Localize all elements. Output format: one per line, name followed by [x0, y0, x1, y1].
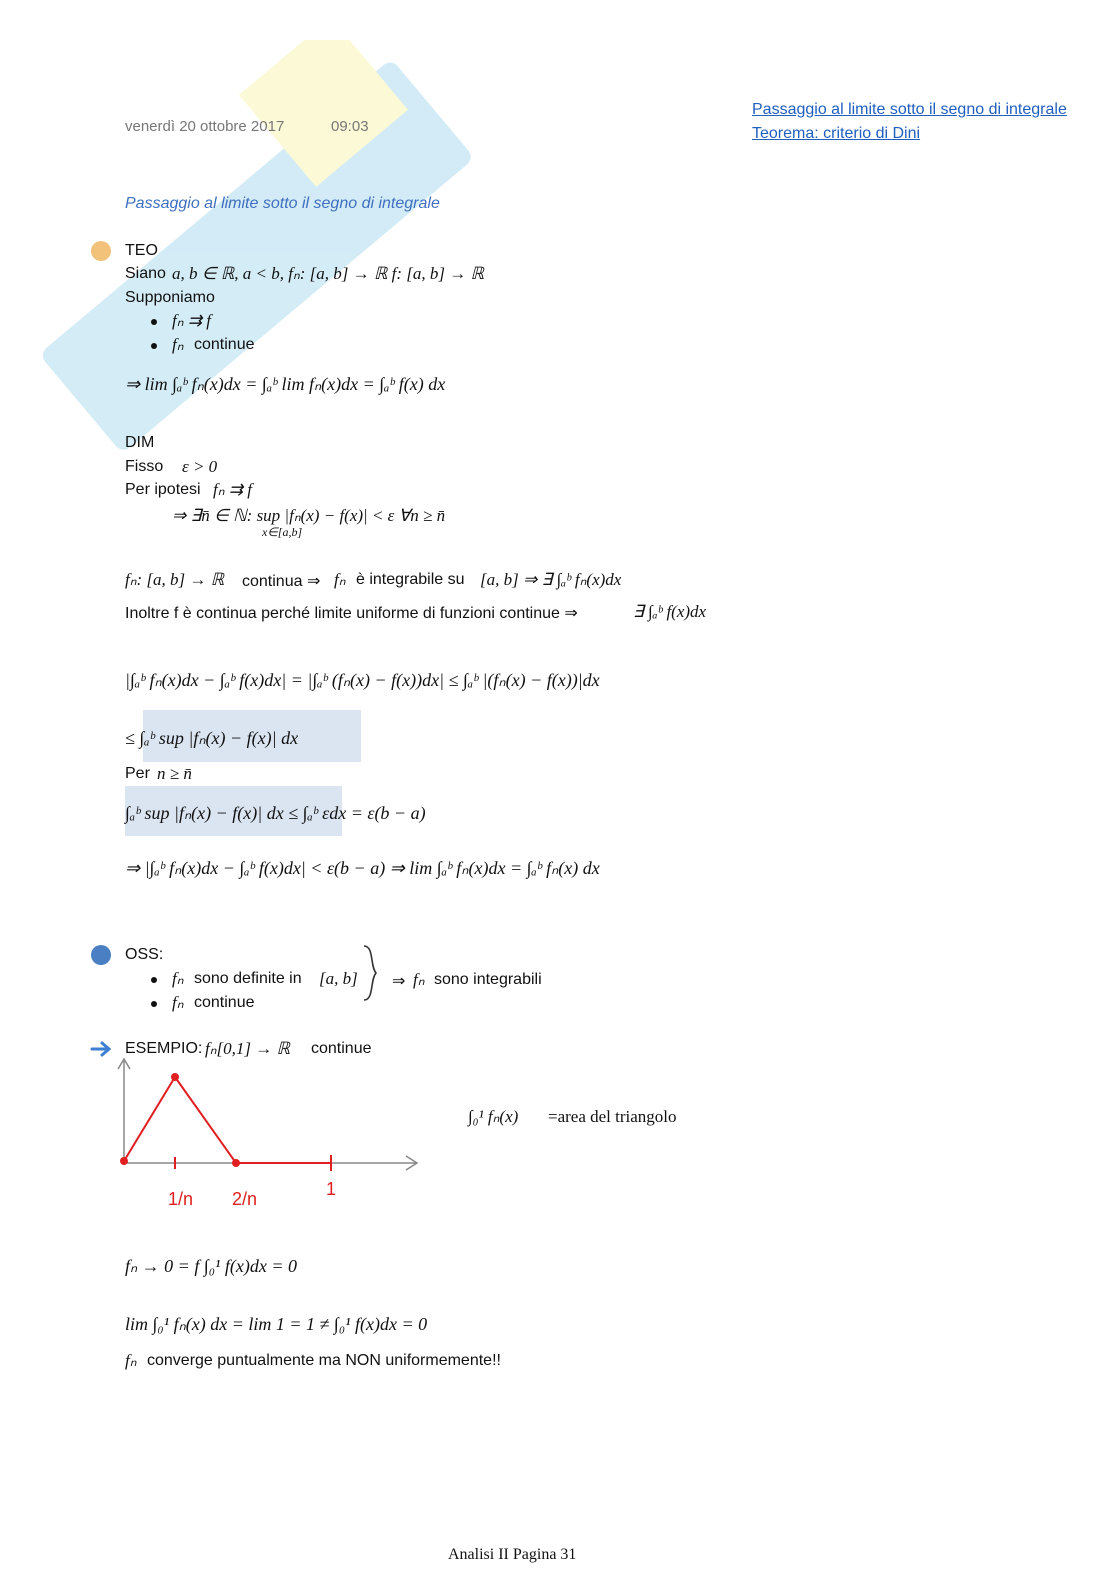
- dim-fisso: Fisso: [125, 458, 164, 475]
- teo-hyp-prefix: Siano: [125, 265, 166, 282]
- teo-marker: [91, 241, 111, 261]
- oss-b1-math2: [a, b]: [319, 969, 358, 988]
- esempio-label: ESEMPIO:: [125, 1040, 203, 1057]
- dim-sup-sub: x∈[a,b]: [262, 525, 303, 539]
- bullet: [151, 319, 157, 325]
- dim-cont-d: è integrabile su: [356, 571, 465, 588]
- dim-cont-b: continua ⇒: [242, 573, 321, 590]
- note-date: venerdì 20 ottobre 2017: [125, 118, 285, 135]
- oss-b2-text: continue: [194, 994, 255, 1011]
- dim-cont-c: fₙ: [334, 570, 346, 589]
- oss-b2-math: fₙ: [172, 993, 184, 1012]
- dim-per-n-math: n ≥ n̄: [157, 764, 192, 783]
- watermark-logo: [20, 40, 500, 480]
- dim-ineq-4: ⇒ |∫ₐᵇ fₙ(x)dx − ∫ₐᵇ f(x)dx| < ε(b − a) ⇒ lim ∫ₐᵇ fₙ(x)dx = ∫ₐᵇ fₙ(x) dx: [125, 858, 600, 878]
- esempio-text: continue: [311, 1040, 372, 1057]
- oss-result-arrow: ⇒: [392, 973, 406, 990]
- esempio-line-3-text: converge puntualmente ma NON uniformemente!!: [147, 1352, 501, 1369]
- dim-ineq-3: ∫ₐᵇ sup |fₙ(x) − f(x)| dx ≤ ∫ₐᵇ εdx = ε(b − a): [125, 803, 426, 823]
- graph-point: [120, 1157, 128, 1165]
- oss-result-text: sono integrabili: [434, 971, 542, 988]
- area-math: ∫₀¹ fₙ(x): [468, 1107, 519, 1126]
- teo-hyp-continue-text: continue: [194, 336, 255, 353]
- toc-link-dini[interactable]: Teorema: criterio di Dini: [752, 125, 921, 142]
- teo-hyp-math: a, b ∈ ℝ, a < b, fₙ: [a, b] → ℝ f: [a, b] → ℝ: [172, 264, 484, 283]
- teo-label: TEO: [125, 242, 158, 259]
- esempio-math: fₙ[0,1] → ℝ: [205, 1039, 290, 1058]
- bullet: [151, 977, 157, 983]
- tick-label-1: 1: [326, 1179, 337, 1199]
- dim-inoltre: Inoltre f è continua perché limite uniforme di funzioni continue ⇒: [125, 605, 578, 622]
- fn-graph-line: [124, 1077, 331, 1163]
- oss-b1-text: sono definite in: [194, 970, 302, 987]
- tick-label-1-over-n: 1/n: [168, 1189, 194, 1209]
- graph-point: [232, 1159, 240, 1167]
- page-footer: Analisi II Pagina 31: [448, 1546, 577, 1563]
- esempio-line-2: lim ∫₀¹ fₙ(x) dx = lim 1 = 1 ≠ ∫₀¹ f(x)dx = 0: [125, 1314, 428, 1334]
- oss-marker: [91, 945, 111, 965]
- esempio-line-3-math: fₙ: [125, 1351, 137, 1370]
- bullet: [151, 1001, 157, 1007]
- teo-supponiamo: Supponiamo: [125, 289, 215, 306]
- dim-cont-e: [a, b] ⇒ ∃ ∫ₐᵇ fₙ(x)dx: [480, 570, 622, 589]
- teo-thesis: ⇒ lim ∫ₐᵇ fₙ(x)dx = ∫ₐᵇ lim fₙ(x)dx = ∫ₐᵇ f(x) dx: [125, 374, 446, 394]
- dim-inoltre-math: ∃ ∫ₐᵇ f(x)dx: [633, 602, 707, 621]
- dim-fisso-math: ε > 0: [182, 457, 218, 476]
- dim-per-ipotesi-math: fₙ ⇉ f: [213, 480, 252, 499]
- oss-result-math: fₙ: [413, 970, 425, 989]
- dim-cont-a: fₙ: [a, b] → ℝ: [125, 570, 225, 589]
- teo-hyp-uniform: fₙ ⇉ f: [172, 311, 211, 330]
- section-title: Passaggio al limite sotto il segno di integrale: [125, 195, 440, 212]
- dim-label: DIM: [125, 434, 155, 451]
- toc-link-passaggio[interactable]: Passaggio al limite sotto il segno di integrale: [752, 101, 1067, 118]
- graph-point: [171, 1073, 179, 1081]
- teo-hyp-continue-math: fₙ: [172, 335, 184, 354]
- dim-exists: ⇒ ∃n̄ ∈ ℕ: sup |fₙ(x) − f(x)| < ε ∀n ≥ n̄: [172, 506, 446, 525]
- triangle-graph: [110, 1055, 430, 1245]
- dim-ineq-1: |∫ₐᵇ fₙ(x)dx − ∫ₐᵇ f(x)dx| = |∫ₐᵇ (fₙ(x) − f(x))dx| ≤ ∫ₐᵇ |(fₙ(x) − f(x))|dx: [125, 670, 600, 690]
- brace-icon: [360, 944, 382, 1002]
- oss-label: OSS:: [125, 946, 164, 963]
- esempio-line-1: fₙ → 0 = f ∫₀¹ f(x)dx = 0: [125, 1256, 298, 1276]
- tick-label-2-over-n: 2/n: [232, 1189, 258, 1209]
- dim-per-n: Per: [125, 765, 150, 782]
- note-time: 09:03: [331, 118, 369, 135]
- oss-b1-math: fₙ: [172, 969, 184, 988]
- dim-per-ipotesi: Per ipotesi: [125, 481, 201, 498]
- dim-ineq-2: ≤ ∫ₐᵇ sup |fₙ(x) − f(x)| dx: [125, 728, 299, 748]
- bullet: [151, 343, 157, 349]
- area-text: =area del triangolo: [548, 1107, 677, 1126]
